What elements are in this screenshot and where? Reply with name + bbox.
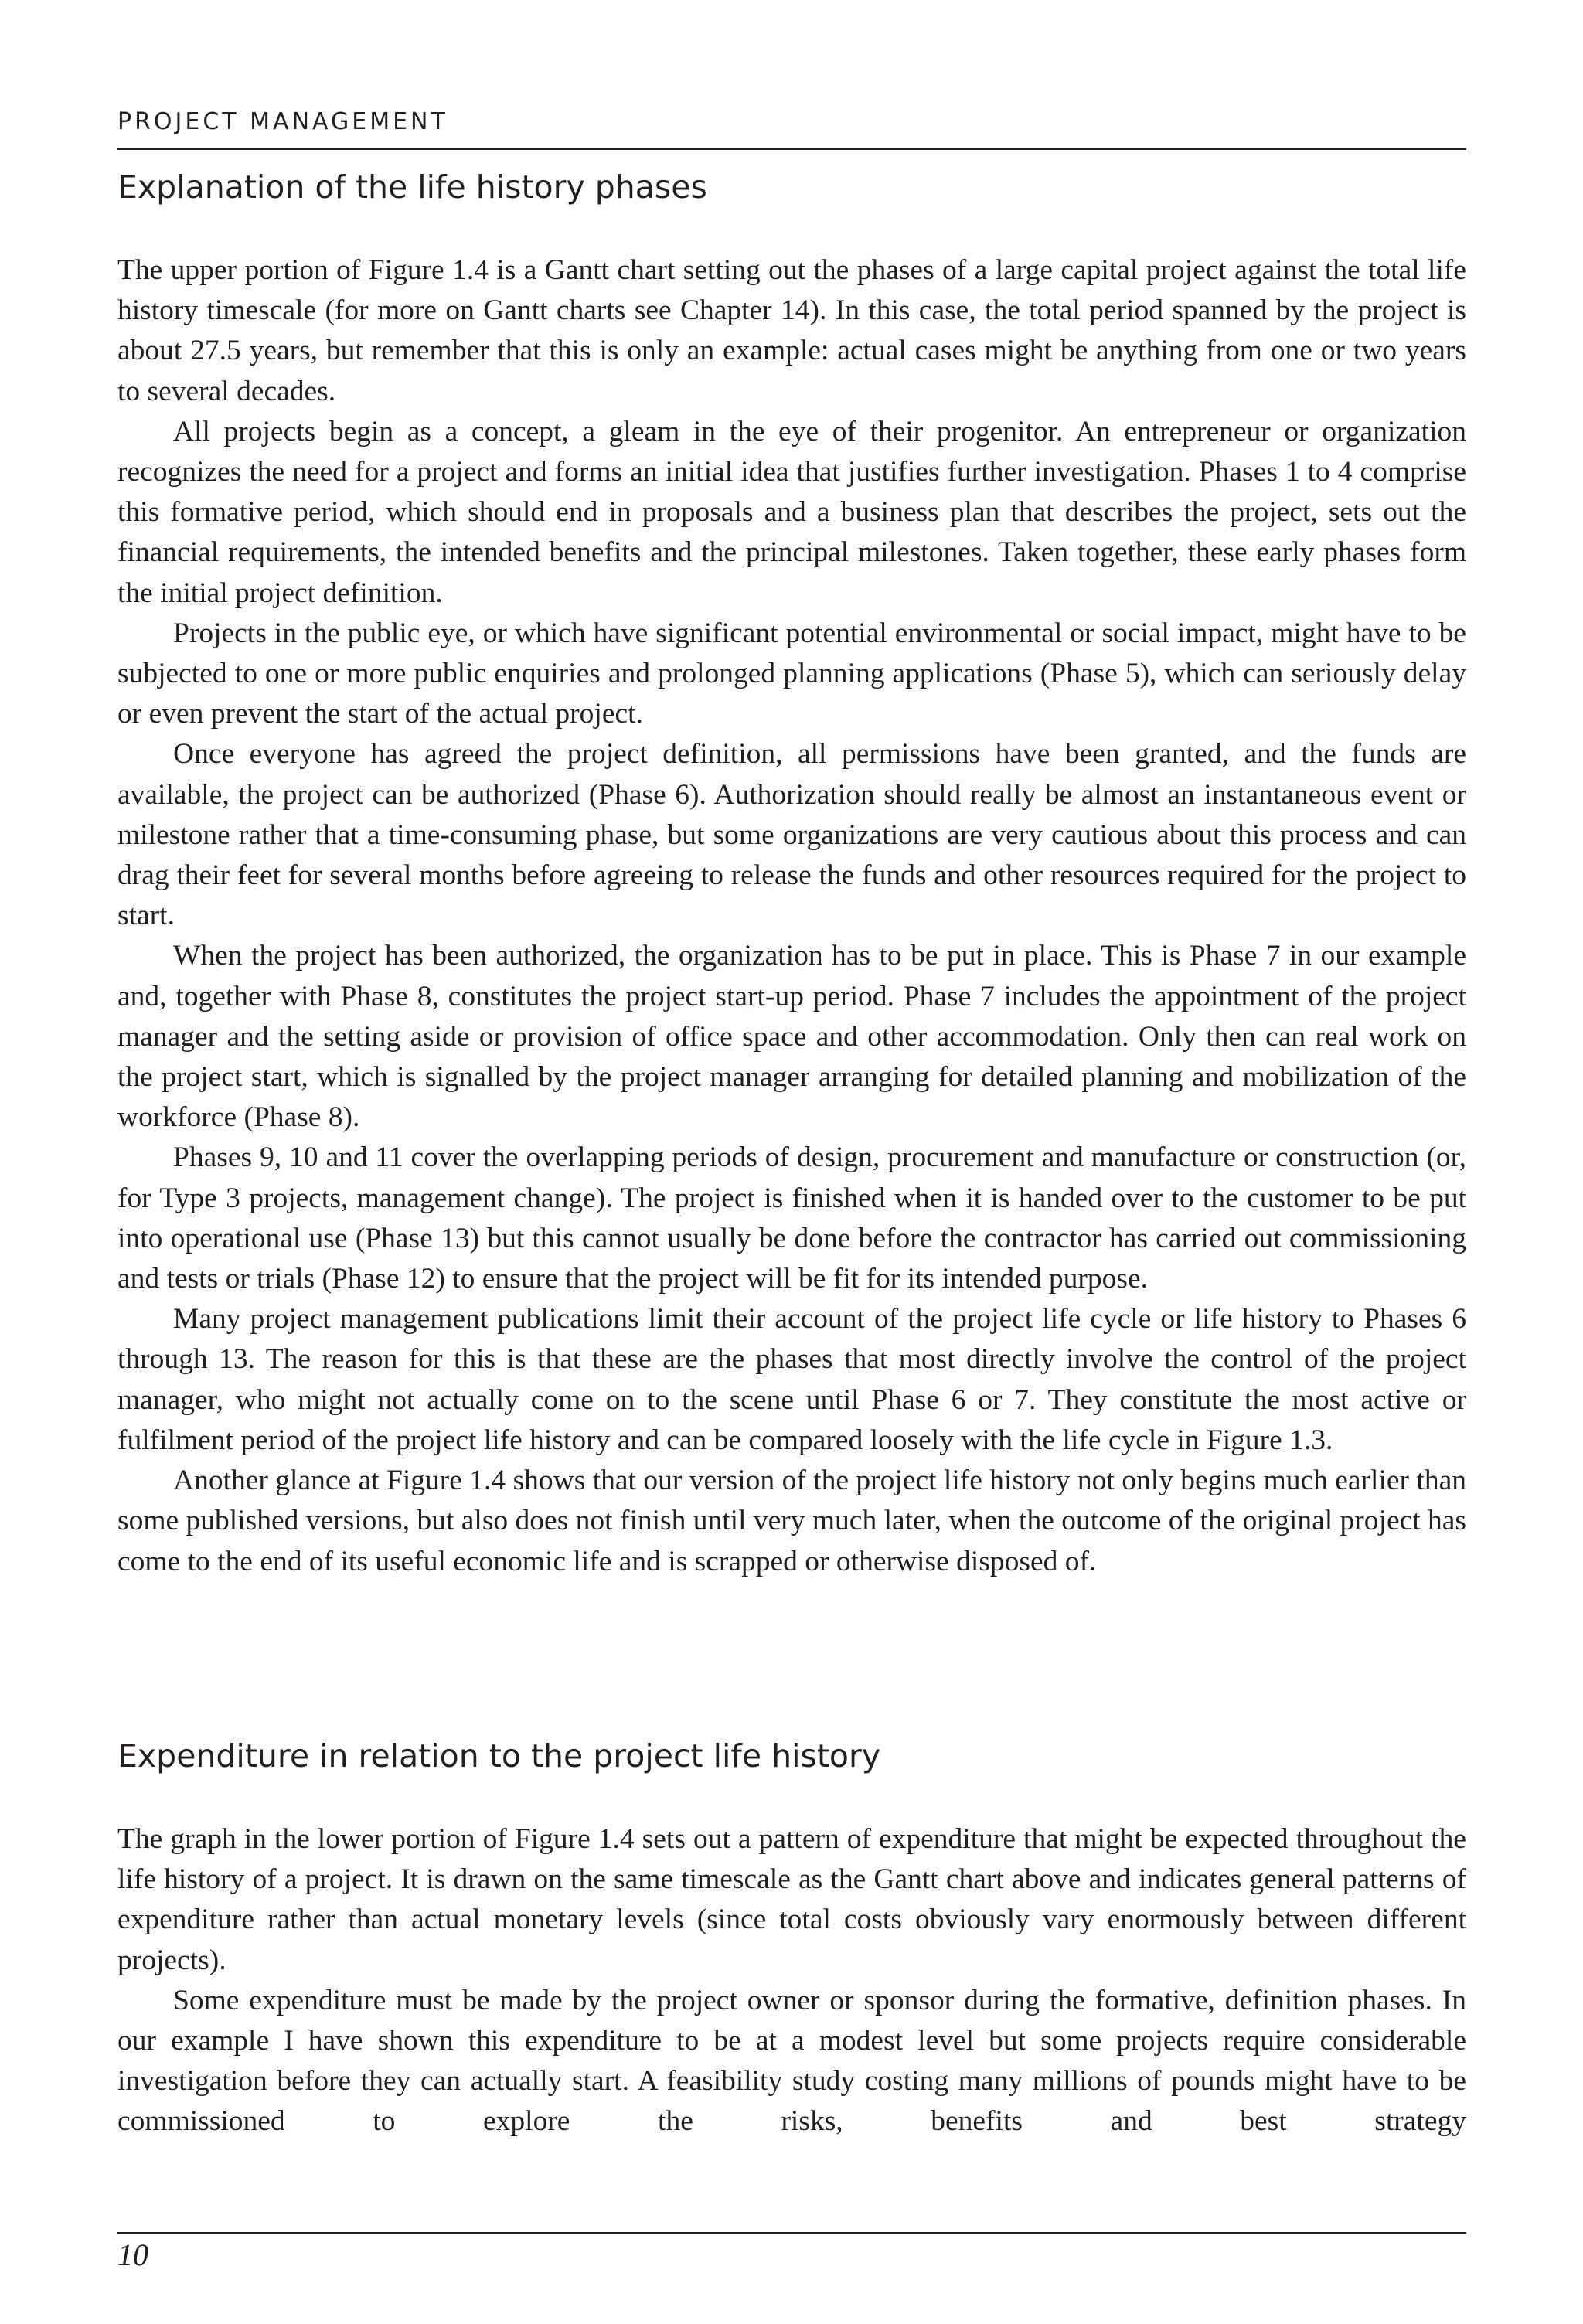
paragraph: Phases 9, 10 and 11 cover the overlapping periods of design, procurement and manufacture or construction (or, for Type 3 projects, management change). The project is finished when it is handed over to the customer to be put into operational use (Phase 13) but this cannot usually be done before the contractor has carried out commissioning and tests or trials (Phase 12) to ensure that the project will be fit for its intended purpose. [117, 1142, 1466, 1295]
footer-rule [117, 2232, 1466, 2234]
paragraph: Many project management publications limit their account of the project life cycle or life history to Phases 6 through 13. The reason for this is that these are the phases that most directly involve the control of the project manager, who might not actually come on to the scene until Phase 6 or 7. They constitute the most active or fulfilment period of the project life history and can be compared loosely with the life cycle in Figure 1.3. [117, 1303, 1466, 1456]
paragraph: Another glance at Figure 1.4 shows that our version of the project life history not only begins much earlier than some published versions, but also does not finish until very much later, when the outcome of the original project has come to the end of its useful economic life and is scrapped or otherwise disposed of. [117, 1465, 1467, 1577]
header-rule [117, 148, 1466, 150]
paragraph: Some expenditure must be made by the project owner or sponsor during the formative, definition phases. In our example I have shown this expenditure to be at a modest level but some projects require considerable investigation before they can actually start. A feasibility study costing many millions of pounds might have to be commissioned to explore the risks, benefits and best strategy [117, 1984, 1466, 2138]
section-heading-expenditure: Expenditure in relation to the project life history [117, 1737, 881, 1774]
running-head: PROJECT MANAGEMENT [117, 108, 448, 135]
paragraph: The upper portion of Figure 1.4 is a Gantt chart setting out the phases of a large capital project against the total life history timescale (for more on Gantt charts see Chapter 14). In this case, the total period spanned by the project is about 27.5 years, but remember that this is only an example: actual cases might be anything from one or two years to several decades. [117, 254, 1466, 407]
section-body-life-history-phases [117, 250, 1466, 1582]
paragraph: When the project has been authorized, the organization has to be put in place. This is Phase 7 in our example and, together with Phase 8, constitutes the project start-up period. Phase 7 includes the appointment of the project manager and the setting aside or provision of office space and other accommodation. Only then can real work on the project start, which is signalled by the project manager arranging for detailed planning and mobilization of the workforce (Phase 8). [117, 940, 1466, 1134]
paragraph: Once everyone has agreed the project definition, all permissions have been granted, and the funds are available, the project can be authorized (Phase 6). Authorization should really be almost an instantaneous event or milestone rather that a time-consuming phase, but some organizations are very cautious about this process and can drag their feet for several months before agreeing to release the funds and other resources required for the project to start. [117, 738, 1466, 932]
section-body-expenditure [117, 1819, 1466, 2142]
paragraph: All projects begin as a concept, a gleam in the eye of their progenitor. An entrepreneur or organization recognizes the need for a project and forms an initial idea that justifies further investigation. Phases 1 to 4 comprise this formative period, which should end in proposals and a business plan that describes the project, sets out the financial requirements, the intended benefits and the principal milestones. Taken together, these early phases form the initial project definition. [117, 415, 1466, 609]
section-heading-life-history-phases: Explanation of the life history phases [117, 168, 707, 206]
paragraph: Projects in the public eye, or which have significant potential environmental or social impact, might have to be subjected to one or more public enquiries and prolonged planning applications (Phase 5), which can seriously delay or even prevent the start of the actual project. [117, 617, 1466, 730]
page-number: 10 [117, 2237, 148, 2272]
paragraph: The graph in the lower portion of Figure 1.4 sets out a pattern of expenditure that might be expected throughout the life history of a project. It is drawn on the same timescale as the Gantt chart above and indicates general patterns of expenditure rather than actual monetary levels (since total costs obviously vary enormously between different projects). [117, 1823, 1466, 1976]
